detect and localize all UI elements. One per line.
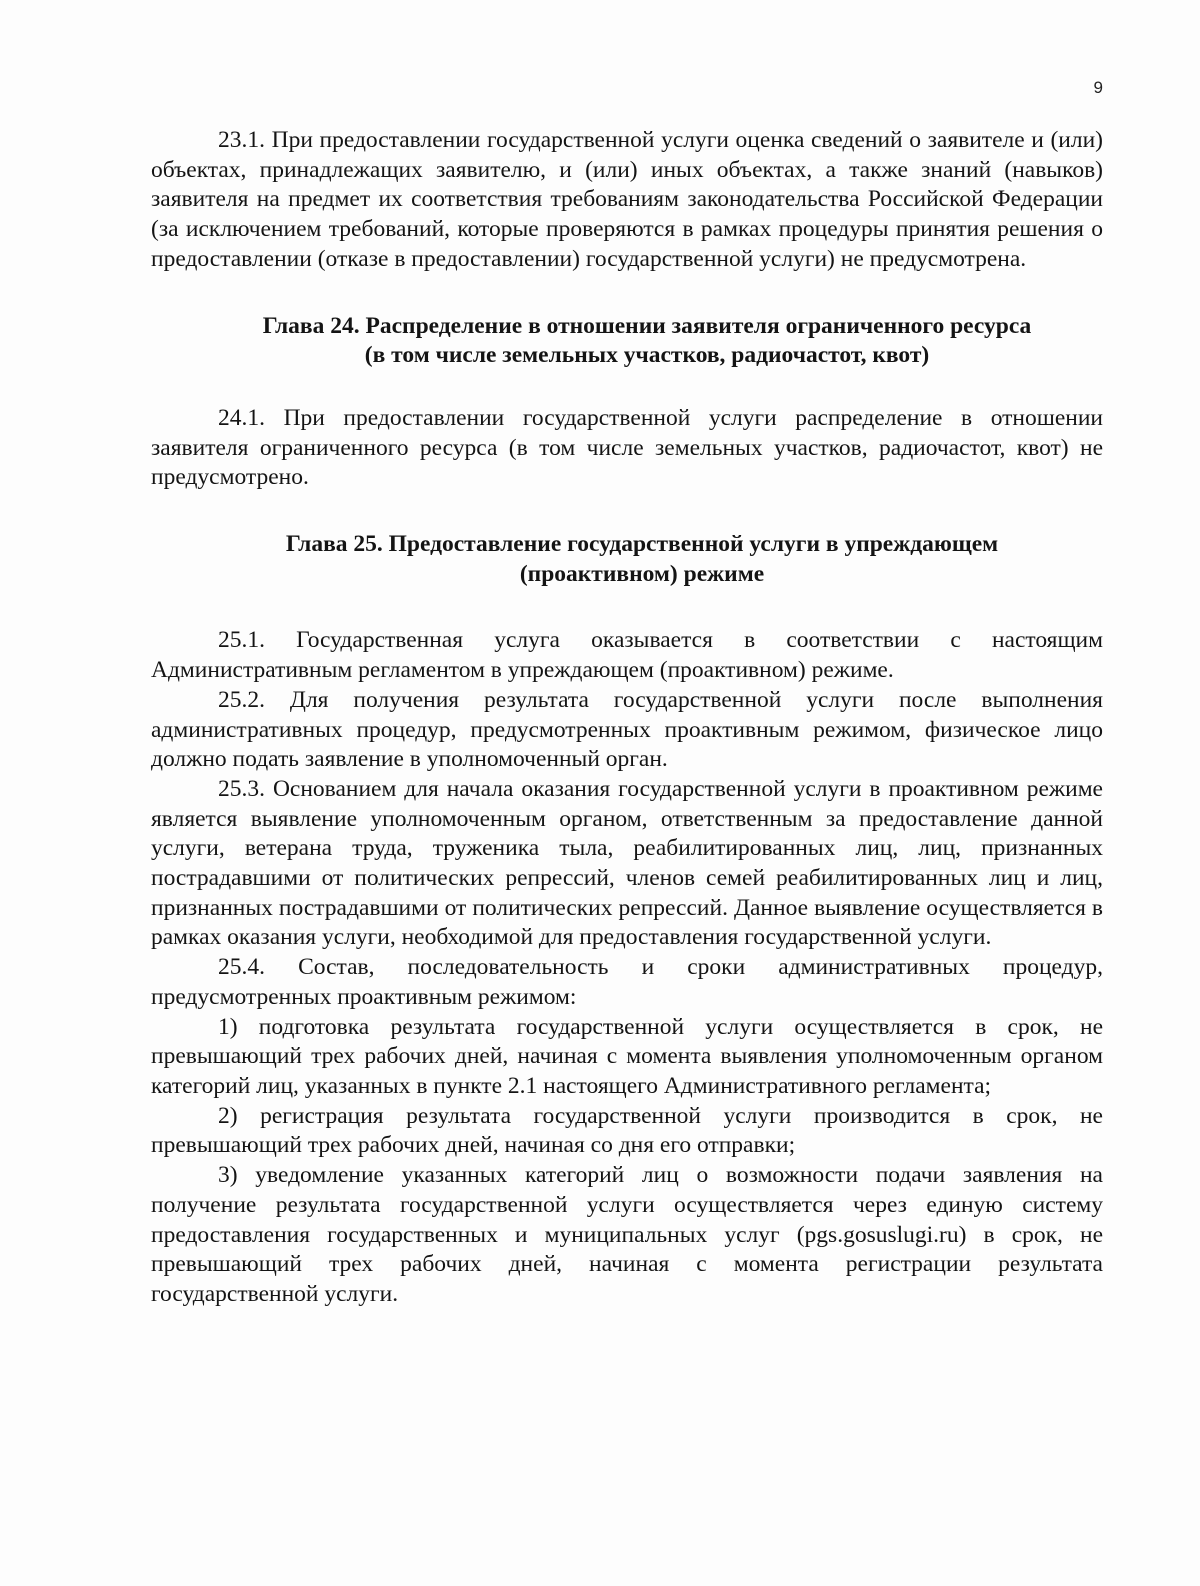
document-body	[151, 126, 1103, 1310]
list-item-1: 1) подготовка результата государственной услуги осуществляется в срок, не превышающий трех рабочих дней, начиная с момента выявления уполномоченным органом категорий лиц, указанных в пункте 2.1 настоящего Административного регламента;	[151, 1013, 1103, 1099]
chapter-24-heading-line-1: Глава 24. Распределение в отношении заявителя ограниченного ресурса	[262, 312, 1032, 339]
paragraph-25-4: 25.4. Состав, последовательность и сроки административных процедур, предусмотренных проактивным режимом:	[151, 954, 1103, 1010]
paragraph-23-1: 23.1. При предоставлении государственной услуги оценка сведений о заявителе и (или) объектах, принадлежащих заявителю, и (или) иных объектах, а также знаний (навыков) заявителя на предмет их соответствия требованиям законодательства Российской Федерации (за исключением требований, которые проверяются в рамках процедуры принятия решения о предоставлении (отказе в предоставлении) государственной услуги) не предусмотрена.	[151, 127, 1103, 272]
paragraph-25-3: 25.3. Основанием для начала оказания государственной услуги в проактивном режиме является выявление уполномоченным органом, ответственным за предоставление данной услуги, ветерана труда, труженика тыла, реабилитированных лиц, лиц, признанных пострадавшими от политических репрессий, членов семей реабилитированных лиц и лиц, признанных пострадавшими от политических репрессий. Данное выявление осуществляется в рамках оказания услуги, необходимой для предоставления государственной услуги.	[151, 775, 1103, 951]
list-item-3: 3) уведомление указанных категорий лиц о возможности подачи заявления на получение результата государственной услуги осуществляется через единую систему предоставления государственных и муниципальных услуг (pgs.gosuslugi.ru) в срок, не превышающий трех рабочих дней, начиная с момента регистрации результата государственной услуги.	[151, 1162, 1103, 1307]
chapter-25-heading	[151, 530, 1103, 589]
chapter-25-heading-line-2: (проактивном) режиме	[519, 560, 765, 587]
paragraph-25-2: 25.2. Для получения результата государственной услуги после выполнения административных процедур, предусмотренных проактивным режимом, физическое лицо должно подать заявление в уполномоченный орган.	[151, 686, 1103, 773]
list-item-2: 2) регистрация результата государственной услуги производится в срок, не превышающий трех рабочих дней, начиная со дня его отправки;	[151, 1102, 1103, 1159]
paragraph-24-1: 24.1. При предоставлении государственной услуги распределение в отношении заявителя ограниченного ресурса (в том числе земельных участков, радиочастот, квот) не предусмотрено.	[151, 404, 1103, 491]
chapter-24-heading-line-2: (в том числе земельных участков, радиочастот, квот)	[364, 342, 930, 369]
chapter-24-heading	[151, 312, 1103, 371]
page-number: 9	[1093, 78, 1103, 97]
paragraph-25-1: 25.1. Государственная услуга оказывается в соответствии с настоящим Административным регламентом в упреждающем (проактивном) режиме.	[151, 627, 1103, 684]
chapter-25-heading-line-1: Глава 25. Предоставление государственной услуги в упреждающем	[285, 531, 999, 558]
